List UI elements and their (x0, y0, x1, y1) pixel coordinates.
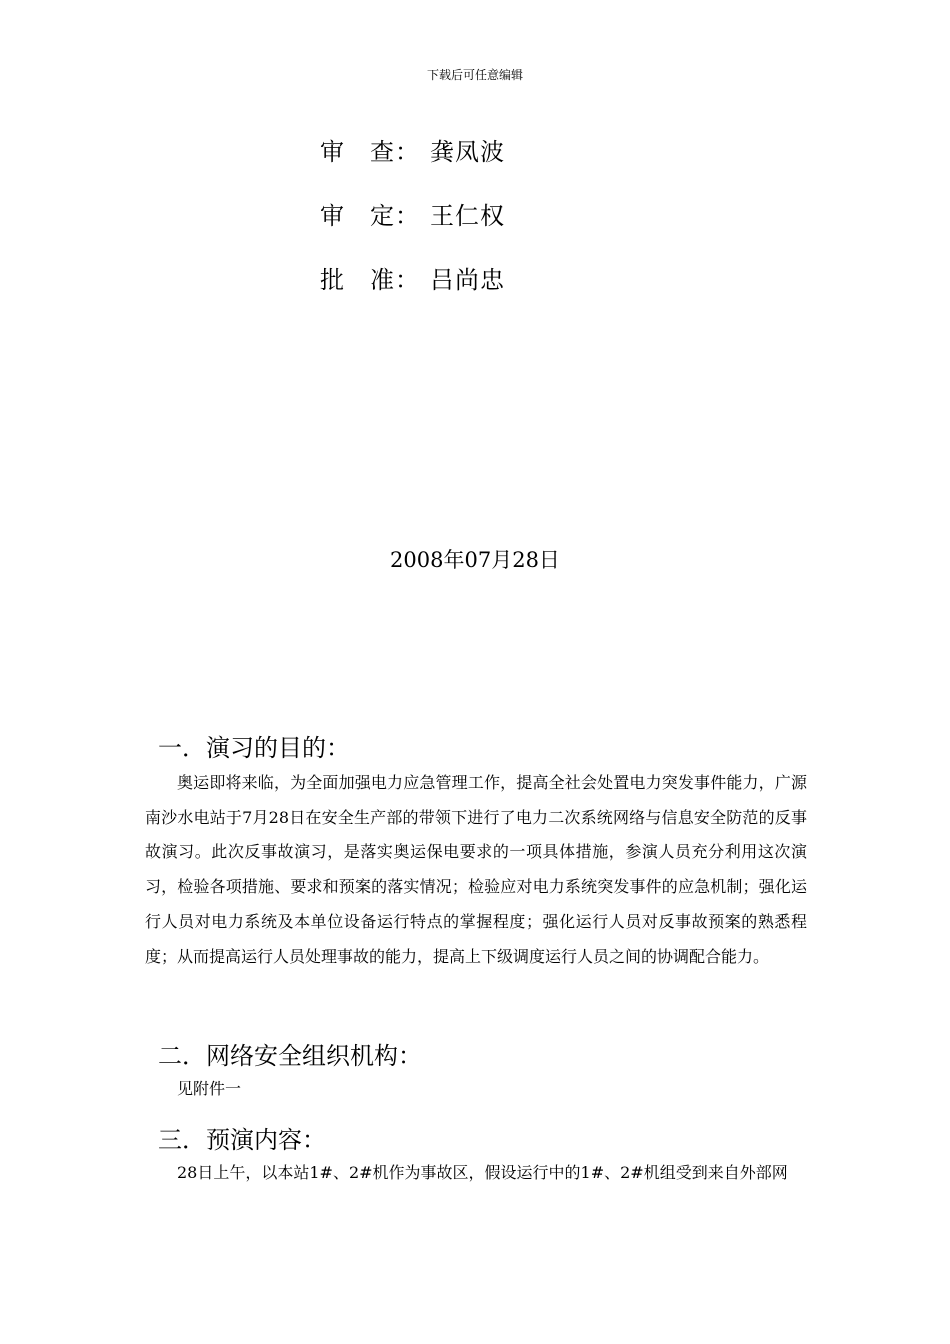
signature-name: 龚凤波 (430, 138, 505, 166)
document-date: 2008年07月28日 (390, 548, 560, 572)
section-body-purpose: 奥运即将来临，为全面加强电力应急管理工作，提高全社会处置电力突发事件能力，广源南沙水电站于7月28日在安全生产部的带领下进行了电力二次系统网络与信息安全防范的反事故演习。此次反事故演习，是落实奥运保电要求的一项具体措施，参演人员充分利用这次演习，检验各项措施、要求和预案的落实情况；检验应对电力系统突发事件的应急机制；强化运行人员对电力系统及本单位设备运行特点的掌握程度；强化运行人员对反事故预案的熟悉程度；从而提高运行人员处理事故的能力，提高上下级调度运行人员之间的协调配合能力。 (145, 773, 807, 966)
signature-row-review (320, 132, 505, 167)
signature-row-approve (320, 196, 505, 231)
section-body-content: 28日上午，以本站1#、2#机作为事故区，假设运行中的1#、2#机组受到来自外部网 (177, 1163, 788, 1182)
signature-label: 批 准： (320, 266, 420, 294)
section-body-organization: 见附件一 (177, 1079, 242, 1098)
signature-name: 吕尚忠 (430, 266, 505, 294)
section-heading-content: 三．预演内容： (158, 1126, 326, 1154)
header-note: 下载后可任意编辑 (426, 68, 523, 82)
signature-name: 王仁权 (430, 202, 505, 230)
signature-label: 审 查： (320, 138, 420, 166)
section-heading-organization: 二．网络安全组织机构： (158, 1042, 422, 1070)
signature-label: 审 定： (320, 202, 420, 230)
signature-row-authorize (320, 260, 505, 295)
section-heading-purpose: 一．演习的目的： (158, 734, 350, 762)
